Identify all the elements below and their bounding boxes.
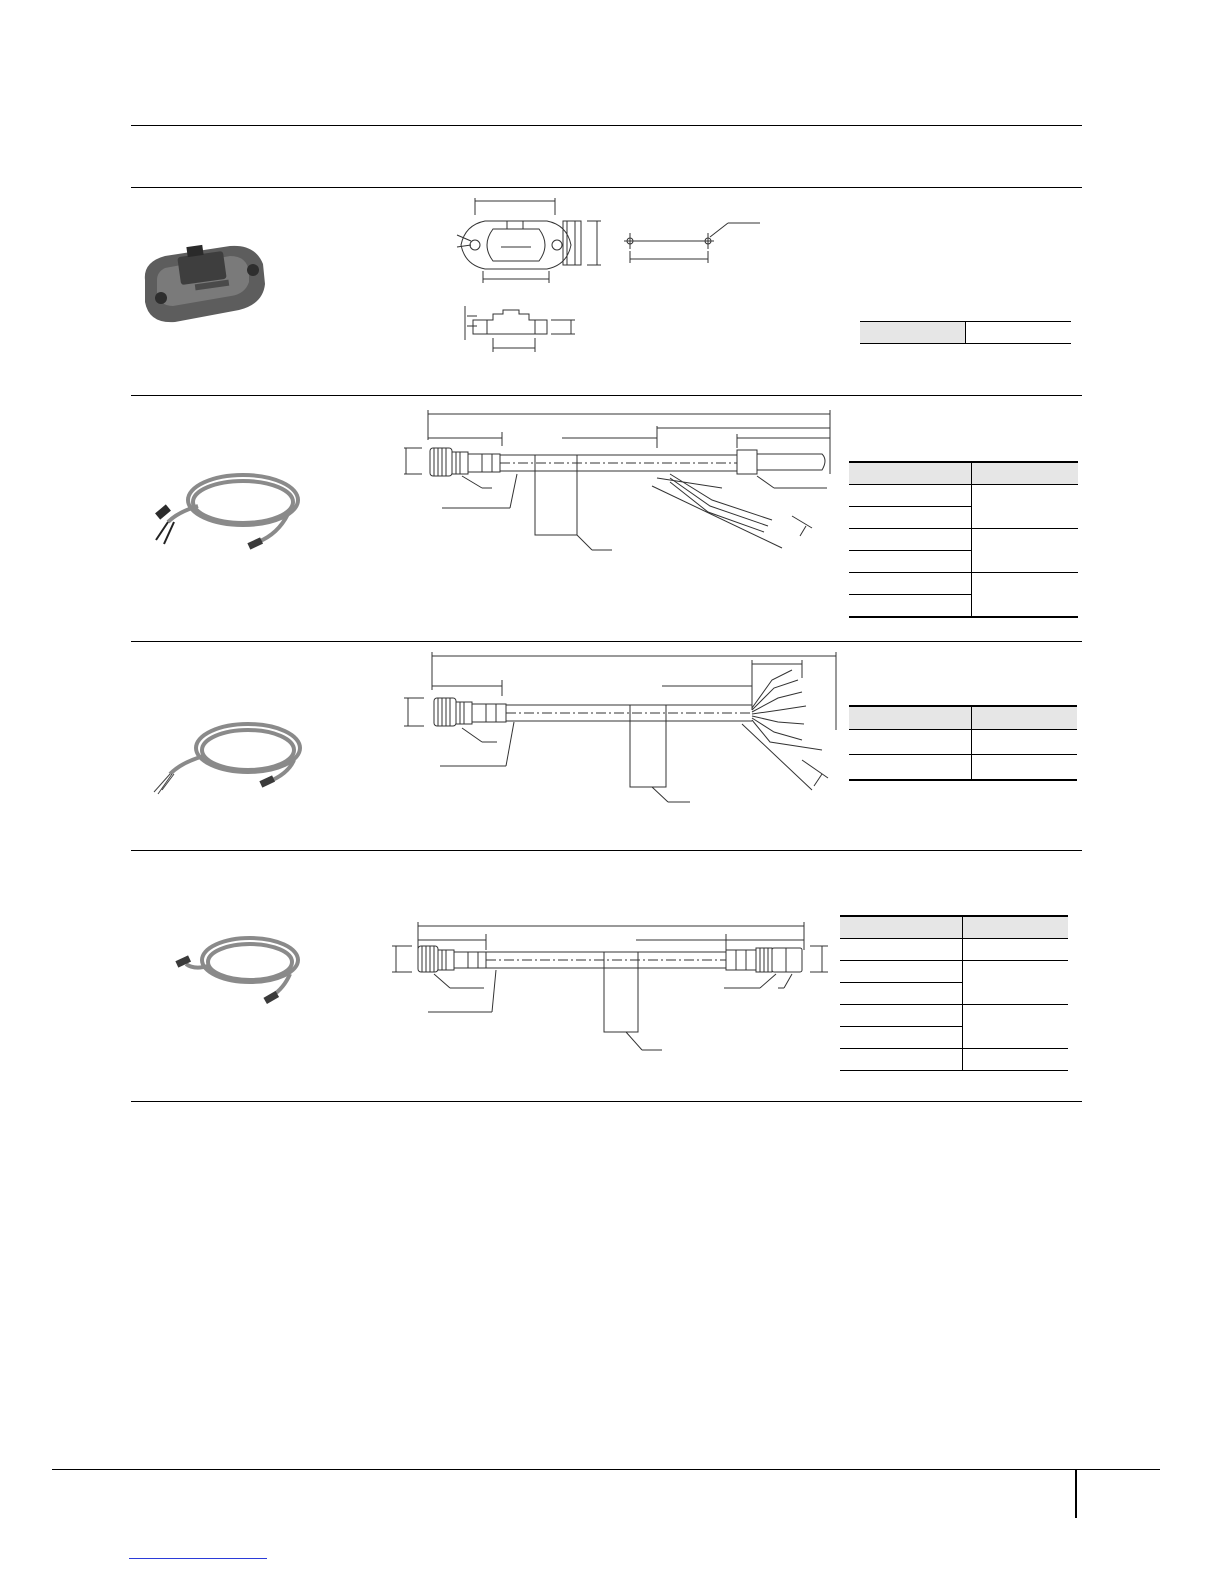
table-header-cell xyxy=(849,706,972,730)
table-cell xyxy=(963,961,1069,1005)
table-row xyxy=(860,322,1071,344)
bracket-side-view-drawing xyxy=(463,300,583,355)
table-cell xyxy=(849,573,972,595)
header-rule-top xyxy=(131,125,1082,126)
table-cell xyxy=(972,573,1079,618)
table-header-cell xyxy=(972,462,1079,485)
spec-table-cable-connector-leads xyxy=(849,461,1078,618)
bracket-hole-spacing-drawing xyxy=(620,215,765,265)
table-header-cell xyxy=(972,706,1078,730)
spec-table-cable-double-ended xyxy=(840,915,1068,1071)
table-row xyxy=(849,755,1077,781)
table-header-cell xyxy=(963,916,1069,939)
footer-page-marker xyxy=(1075,1469,1077,1518)
table-cell xyxy=(849,529,972,551)
cable-flying-leads-drawing xyxy=(402,650,842,810)
table-cell xyxy=(840,939,963,961)
table-cell xyxy=(849,730,972,755)
table-row xyxy=(849,529,1078,551)
table-cell xyxy=(840,961,963,983)
table-cell xyxy=(972,730,1078,755)
table-row xyxy=(849,573,1078,595)
bracket-photo xyxy=(135,232,275,328)
cable-coil-photo xyxy=(148,712,308,797)
table-header-cell xyxy=(849,462,972,485)
spec-table-bracket xyxy=(860,321,1071,344)
table-cell xyxy=(849,755,972,781)
cable-coil-photo xyxy=(172,930,312,1010)
section-divider xyxy=(131,395,1082,396)
table-row xyxy=(840,939,1068,961)
section-divider xyxy=(131,641,1082,642)
table-cell xyxy=(972,485,1079,529)
cable-connector-leads-drawing xyxy=(402,408,837,566)
table-row xyxy=(840,1049,1068,1071)
table-header-cell xyxy=(860,322,966,344)
table-cell xyxy=(849,485,972,507)
table-cell xyxy=(972,529,1079,573)
section-divider xyxy=(131,1101,1082,1102)
table-row xyxy=(840,961,1068,983)
cable-double-ended-drawing xyxy=(390,918,830,1058)
cable-coil-photo xyxy=(148,462,308,557)
table-cell xyxy=(963,1005,1069,1049)
table-cell xyxy=(966,322,1072,344)
spec-table-cable-flying-leads xyxy=(849,705,1077,781)
section-divider xyxy=(131,850,1082,851)
table-cell xyxy=(972,755,1078,781)
table-cell xyxy=(840,1049,963,1071)
table-cell xyxy=(840,1005,963,1027)
table-cell xyxy=(840,983,963,1005)
table-cell xyxy=(963,1049,1069,1071)
table-row xyxy=(840,1005,1068,1027)
table-row xyxy=(849,462,1078,485)
bracket-front-view-drawing xyxy=(455,195,615,285)
table-row xyxy=(849,485,1078,507)
table-cell xyxy=(963,939,1069,961)
table-row xyxy=(840,916,1068,939)
footer-link[interactable] xyxy=(129,1558,267,1559)
table-cell xyxy=(840,1027,963,1049)
table-row xyxy=(849,706,1077,730)
header-rule-bottom xyxy=(131,187,1082,188)
footer-rule xyxy=(52,1469,1160,1470)
table-row xyxy=(849,730,1077,755)
table-cell xyxy=(849,507,972,529)
table-header-cell xyxy=(840,916,963,939)
table-cell xyxy=(849,551,972,573)
table-cell xyxy=(849,595,972,618)
